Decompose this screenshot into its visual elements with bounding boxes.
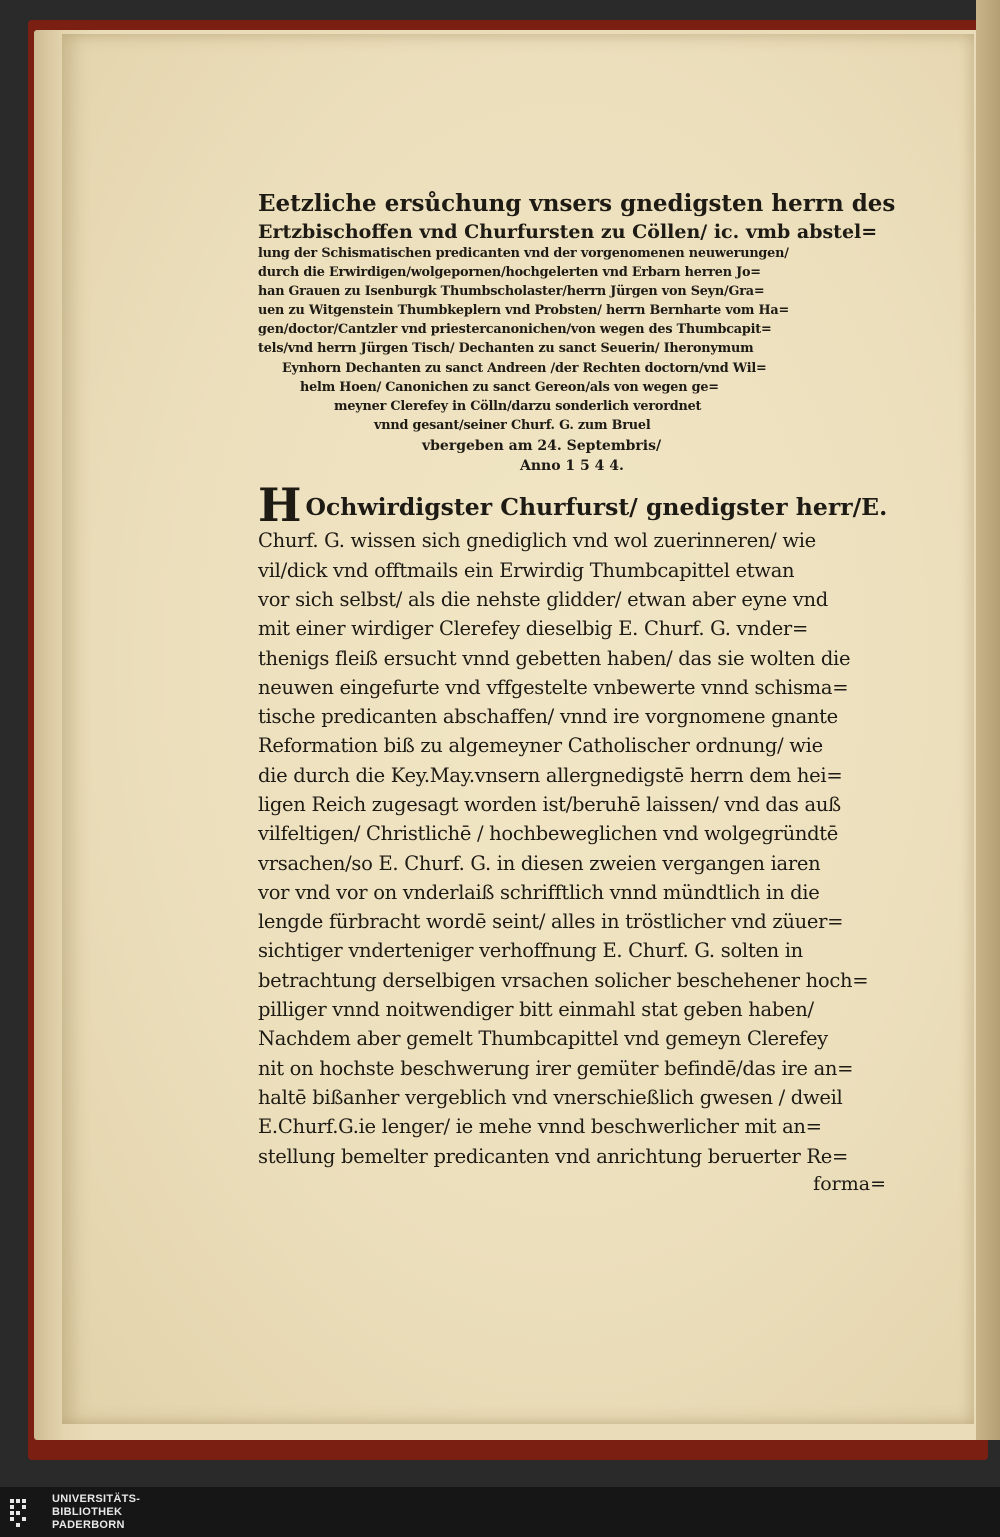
- body-line: vor vnd vor on vnderlaiß schrifftlich vnnd mündtlich in die: [258, 880, 820, 904]
- date-line: vbergeben am 24. Septembris/: [422, 437, 662, 454]
- body-line: mit einer wirdiger Clerefey dieselbig E. Churf. G. vnder=: [258, 617, 808, 641]
- body-line: haltē bißanher vergeblich vnd vnerschießlich gwesen / dweil: [258, 1085, 843, 1109]
- body-line: die durch die Key.May.vnsern allergnedigstē herrn dem hei=: [258, 763, 843, 787]
- body-line: Churf. G. wissen sich gnediglich vnd wol zuerinneren/ wie: [258, 529, 816, 553]
- page-text: [258, 192, 898, 1197]
- body-line: pilliger vnnd noitwendiger bitt einmahl stat geben haben/: [258, 998, 814, 1022]
- title-line: helm Hoen/ Canonichen zu sanct Gereon/als von wegen ge=: [300, 379, 719, 395]
- body-line: tische predicanten abschaffen/ vnnd ire vorgnomene gnante: [258, 705, 838, 729]
- title-line: durch die Erwirdigen/wolgepornen/hochgelerten vnd Erbarn herren Jo=: [258, 265, 761, 281]
- catchword: forma=: [813, 1172, 886, 1195]
- body-line: vor sich selbst/ als die nehste glidder/ etwan aber eyne vnd: [258, 587, 828, 611]
- body-line: thenigs fleiß ersucht vnnd gebetten haben/ das sie wolten die: [258, 646, 851, 670]
- library-logo-icon: [8, 1495, 48, 1531]
- body-line: Nachdem aber gemelt Thumbcapittel vnd gemeyn Clerefey: [258, 1027, 828, 1051]
- body-line: lengde fürbracht wordē seint/ alles in tröstlicher vnd züuer=: [258, 910, 844, 934]
- title-line: uen zu Witgenstein Thumbkeplern vnd Probsten/ herrn Bernharte vom Ha=: [258, 303, 789, 319]
- title-line: Ertzbischoffen vnd Churfursten zu Cöllen/ ic. vmb abstel=: [258, 221, 878, 243]
- body-line: vilfeltigen/ Christlichē / hochbeweglichen vnd wolgegründtē: [258, 822, 839, 846]
- library-name-line: PADERBORN: [52, 1519, 125, 1531]
- body-line: ligen Reich zugesagt worden ist/beruhē laissen/ vnd das auß: [258, 793, 841, 816]
- library-name: [52, 1493, 140, 1532]
- body-line: betrachtung derselbigen vrsachen solicher beschehener hoch=: [258, 968, 869, 992]
- title-line: han Grauen zu Isenburgk Thumbscholaster/herrn Jürgen von Seyn/Gra=: [258, 284, 765, 300]
- title-line: Eetzliche ersůchung vnsers gnedigsten herrn des: [258, 190, 896, 217]
- library-footer: [0, 1487, 1000, 1537]
- title-line: tels/vnd herrn Jürgen Tisch/ Dechanten zu sanct Seuerin/ Iheronymum: [258, 341, 754, 357]
- right-page-edge: [976, 0, 1000, 1440]
- body-line: neuwen eingefurte vnd vffgestelte vnbewerte vnnd schisma=: [258, 675, 849, 699]
- body-line: vrsachen/so E. Churf. G. in diesen zweien vergangen iaren: [258, 851, 821, 875]
- body-line: vil/dick vnd offtmails ein Erwirdig Thumbcapittel etwan: [258, 558, 795, 582]
- title-line: gen/doctor/Cantzler vnd priestercanonichen/von wegen des Thumbcapit=: [258, 322, 772, 338]
- title-line: meyner Clerefey in Cölln/darzu sonderlich verordnet: [334, 398, 702, 414]
- title-line: Eynhorn Dechanten zu sanct Andreen /der Rechten doctorn/vnd Wil=: [282, 360, 767, 376]
- year-line: Anno 1 5 4 4.: [520, 457, 624, 474]
- body-line: nit on hochste beschwerung irer gemüter befindē/das ire an=: [258, 1056, 854, 1080]
- body-line: sichtiger vnderteniger verhoffnung E. Churf. G. solten in: [258, 939, 803, 963]
- initial-letter: H: [258, 477, 302, 532]
- title-line: lung der Schismatischen predicanten vnd der vorgenomenen neuwerungen/: [258, 246, 789, 261]
- title-line: vnnd gesant/seiner Churf. G. zum Bruel: [374, 417, 651, 433]
- body-line: E.Churf.G.ie lenger/ ie mehe vnnd beschwerlicher mit an=: [258, 1115, 822, 1139]
- body-first-line: [258, 477, 898, 532]
- first-line-text: Ochwirdigster Churfurst/ gnedigster herr/E.: [305, 492, 888, 521]
- library-name-line: BIBLIOTHEK: [52, 1506, 123, 1518]
- body-line: Reformation biß zu algemeyner Catholischer ordnung/ wie: [258, 734, 823, 758]
- library-name-line: UNIVERSITÄTS-: [52, 1493, 141, 1505]
- body-line: stellung bemelter predicanten vnd anrichtung beruerter Re=: [258, 1144, 849, 1168]
